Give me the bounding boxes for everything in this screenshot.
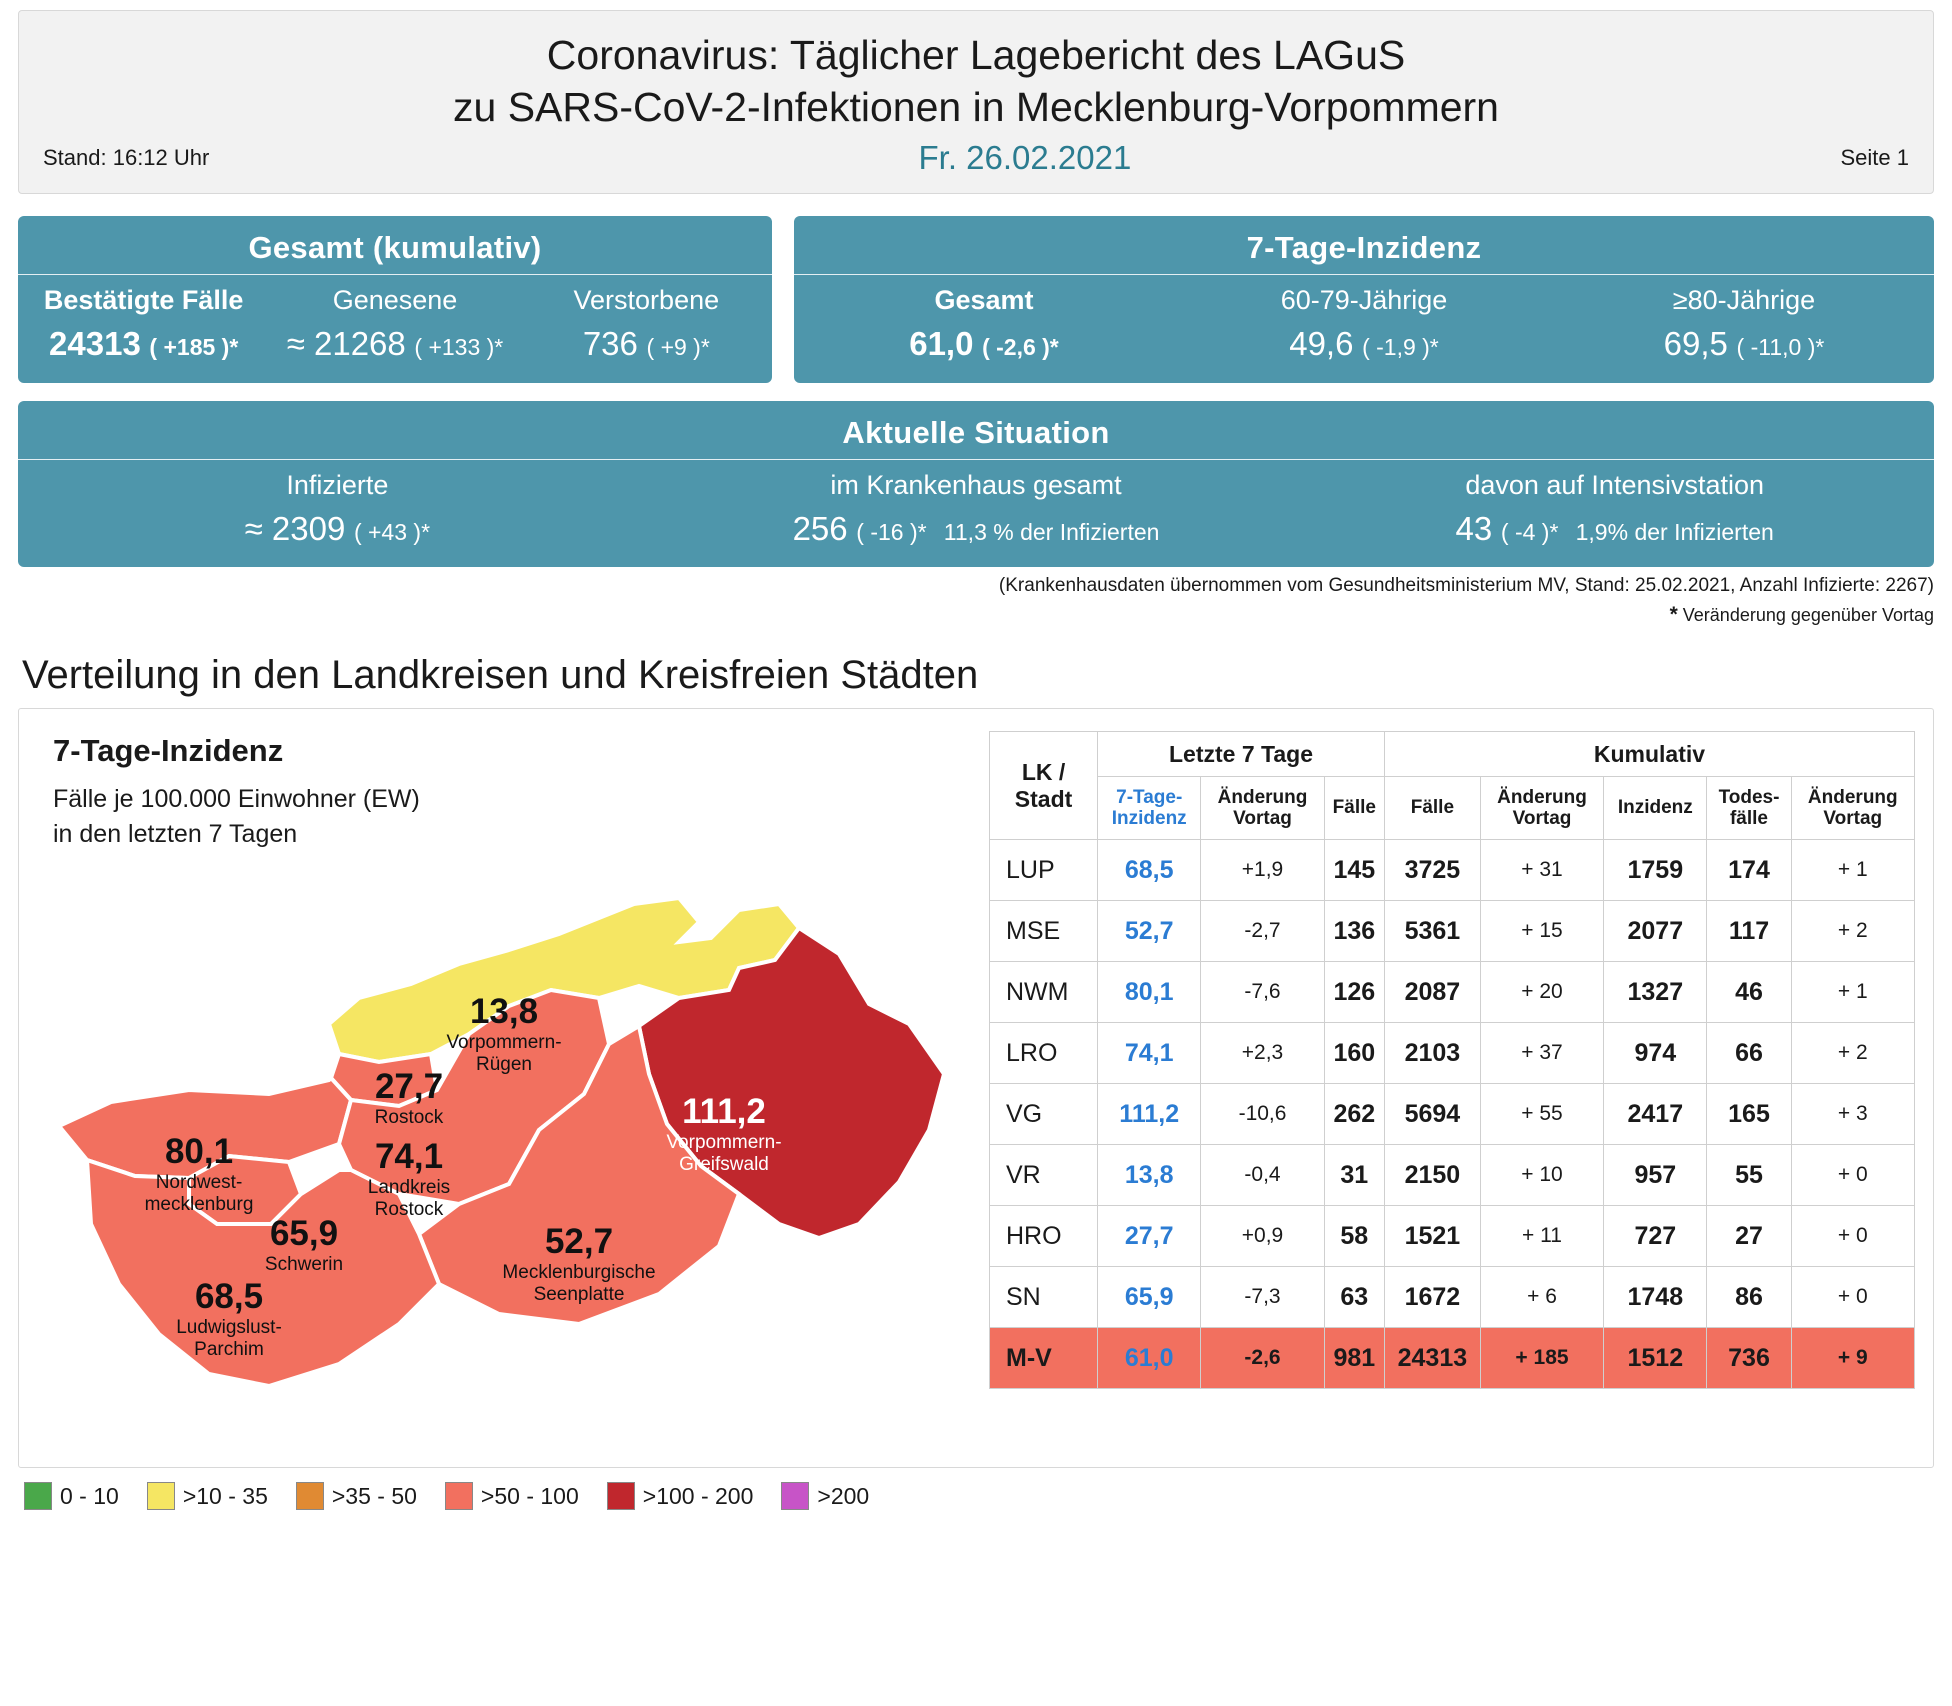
cell-aenderung-tote: + 0 — [1791, 1206, 1914, 1267]
gesamt-box-title: Gesamt (kumulativ) — [248, 230, 542, 266]
table-row — [990, 1206, 1915, 1267]
cell-aenderung-kum: + 185 — [1480, 1328, 1603, 1389]
cell-inzidenz-kum: 727 — [1604, 1206, 1707, 1267]
map-label-nordwestmecklenburg — [99, 1134, 299, 1215]
map-label-vorpommern-ruegen — [409, 994, 599, 1075]
cell-faelle-kum: 2150 — [1384, 1145, 1480, 1206]
cell-aenderung-7t: -2,7 — [1201, 901, 1324, 962]
inzidenz-80plus — [1554, 283, 1934, 367]
delta: ( -4 )* — [1500, 518, 1559, 545]
map-sub-1: Fälle je 100.000 Einwohner (EW) — [53, 785, 420, 814]
cell-faelle-7t: 31 — [1324, 1145, 1384, 1206]
cell-aenderung-tote: + 0 — [1791, 1145, 1914, 1206]
label: Genesene — [332, 285, 458, 316]
value: 24313 — [49, 325, 141, 363]
map-label-value: 65,9 — [269, 1214, 339, 1254]
value: ≈ 2309 — [244, 509, 346, 547]
cell-aenderung-tote: + 3 — [1791, 1084, 1914, 1145]
cell-aenderung-7t: -7,6 — [1201, 962, 1324, 1023]
delta: ( +9 )* — [646, 334, 710, 361]
title-line-2: zu SARS-CoV-2-Infektionen in Mecklenburg-Vorpommern — [453, 84, 1499, 131]
cell-inzidenz-kum: 1748 — [1604, 1267, 1707, 1328]
cell-todesfaelle: 86 — [1707, 1267, 1791, 1328]
cell-lk: SN — [990, 1267, 1098, 1328]
map-label-name: Vorpommern- Greifswald — [666, 1132, 782, 1175]
th-letzte-7-tage: Letzte 7 Tage — [1098, 732, 1385, 777]
cell-aenderung-7t: +2,3 — [1201, 1023, 1324, 1084]
map-label-value: 27,7 — [374, 1067, 444, 1107]
map-label-name: Vorpommern- Rügen — [446, 1032, 562, 1075]
cell-aenderung-kum: + 37 — [1480, 1023, 1603, 1084]
legend-swatch — [781, 1482, 809, 1510]
cell-todesfaelle: 165 — [1707, 1084, 1791, 1145]
cell-faelle-7t: 145 — [1324, 840, 1384, 901]
cell-faelle-kum: 24313 — [1384, 1328, 1480, 1389]
inzidenz-gesamt — [794, 283, 1174, 367]
hospital-data-note: (Krankenhausdaten übernommen vom Gesundheitsministerium MV, Stand: 25.02.2021, Anzahl Infizierte: 2267) — [998, 575, 1934, 597]
cell-inzidenz-7t: 111,2 — [1098, 1084, 1201, 1145]
cell-todesfaelle: 55 — [1707, 1145, 1791, 1206]
section-title: Verteilung in den Landkreisen und Kreisfreien Städten — [22, 653, 979, 698]
value: 69,5 — [1663, 325, 1728, 363]
map-label-value: 52,7 — [544, 1222, 614, 1262]
cell-lk: NWM — [990, 962, 1098, 1023]
map-label-landkreis-rostock — [324, 1139, 494, 1220]
cell-aenderung-7t: -0,4 — [1201, 1145, 1324, 1206]
value: 43 — [1455, 509, 1493, 547]
extra: 11,3 % der Infizierten — [943, 518, 1160, 545]
cell-inzidenz-7t: 13,8 — [1098, 1145, 1201, 1206]
cell-inzidenz-kum: 957 — [1604, 1145, 1707, 1206]
cell-faelle-kum: 5361 — [1384, 901, 1480, 962]
legend-item — [296, 1482, 417, 1510]
cell-aenderung-tote: + 2 — [1791, 901, 1914, 962]
cell-faelle-7t: 126 — [1324, 962, 1384, 1023]
title-line-1: Coronavirus: Täglicher Lagebericht des LAGuS — [546, 32, 1406, 78]
gesamt-verstorbene — [521, 283, 772, 367]
cell-aenderung-7t: +0,9 — [1201, 1206, 1324, 1267]
legend-item — [24, 1482, 119, 1510]
cell-lk: VR — [990, 1145, 1098, 1206]
page-number: Seite 1 — [1840, 145, 1909, 171]
page-title — [43, 29, 1909, 133]
report-header — [18, 10, 1934, 194]
table-row — [990, 1328, 1915, 1389]
value: 736 — [582, 325, 638, 363]
map-label-value: 68,5 — [194, 1277, 264, 1317]
situation-krankenhaus — [657, 468, 1296, 552]
cell-aenderung-tote: + 1 — [1791, 840, 1914, 901]
cell-lk: LUP — [990, 840, 1098, 901]
cell-aenderung-tote: + 9 — [1791, 1328, 1914, 1389]
map-label-schwerin — [219, 1216, 389, 1275]
cell-inzidenz-kum: 1512 — [1604, 1328, 1707, 1389]
divider — [794, 274, 1934, 275]
cell-lk: HRO — [990, 1206, 1098, 1267]
cell-todesfaelle: 117 — [1707, 901, 1791, 962]
cell-faelle-kum: 2103 — [1384, 1023, 1480, 1084]
divider — [18, 459, 1934, 460]
cell-aenderung-7t: -2,6 — [1201, 1328, 1324, 1389]
cell-lk: VG — [990, 1084, 1098, 1145]
cell-aenderung-tote: + 0 — [1791, 1267, 1914, 1328]
cell-aenderung-kum: + 55 — [1480, 1084, 1603, 1145]
label: Gesamt — [934, 285, 1034, 316]
cell-aenderung-7t: -10,6 — [1201, 1084, 1324, 1145]
cell-inzidenz-kum: 1759 — [1604, 840, 1707, 901]
table-row — [990, 840, 1915, 901]
map-label-mecklenburgische-seenplatte — [469, 1224, 689, 1305]
table-row — [990, 1084, 1915, 1145]
legend-label: >100 - 200 — [642, 1482, 754, 1509]
cell-lk: LRO — [990, 1023, 1098, 1084]
value: 49,6 — [1289, 325, 1354, 363]
th-faelle-kum: Fälle — [1384, 777, 1480, 840]
cell-inzidenz-7t: 52,7 — [1098, 901, 1201, 962]
value: ≈ 21268 — [286, 325, 406, 363]
map-label-value: 13,8 — [469, 992, 539, 1032]
table-row — [990, 1267, 1915, 1328]
map-heading: 7-Tage-Inzidenz — [53, 733, 284, 769]
legend-label: >10 - 35 — [182, 1482, 268, 1509]
cell-faelle-7t: 63 — [1324, 1267, 1384, 1328]
cell-lk: MSE — [990, 901, 1098, 962]
cell-faelle-kum: 1521 — [1384, 1206, 1480, 1267]
th-aenderung-vortag-2: Änderung Vortag — [1480, 777, 1603, 840]
timestamp: Stand: 16:12 Uhr — [43, 145, 210, 171]
cell-inzidenz-7t: 68,5 — [1098, 840, 1201, 901]
cell-faelle-7t: 981 — [1324, 1328, 1384, 1389]
cell-faelle-kum: 5694 — [1384, 1084, 1480, 1145]
cell-faelle-7t: 58 — [1324, 1206, 1384, 1267]
district-table — [989, 731, 1915, 1389]
cell-faelle-kum: 1672 — [1384, 1267, 1480, 1328]
report-date: Fr. 26.02.2021 — [918, 139, 1132, 177]
label: ≥80-Jährige — [1672, 285, 1816, 316]
map-label-rostock — [324, 1069, 494, 1128]
legend-item — [147, 1482, 268, 1510]
summary-boxes-row — [18, 216, 1934, 383]
cell-aenderung-tote: + 1 — [1791, 962, 1914, 1023]
th-faelle-7t: Fälle — [1324, 777, 1384, 840]
legend-swatch — [296, 1482, 324, 1510]
footnote-star: * — [1669, 603, 1678, 627]
cell-aenderung-7t: +1,9 — [1201, 840, 1324, 901]
th-todesfaelle: Todes- fälle — [1707, 777, 1791, 840]
cell-inzidenz-kum: 2077 — [1604, 901, 1707, 962]
legend-item — [781, 1482, 869, 1510]
cell-inzidenz-7t: 61,0 — [1098, 1328, 1201, 1389]
cell-inzidenz-7t: 65,9 — [1098, 1267, 1201, 1328]
delta: ( -2,6 )* — [982, 334, 1059, 361]
cell-aenderung-kum: + 15 — [1480, 901, 1603, 962]
legend-swatch — [24, 1482, 52, 1510]
table-row — [990, 962, 1915, 1023]
aktuelle-situation-box — [18, 401, 1934, 568]
table-subheader-row — [990, 777, 1915, 840]
legend-label: >200 — [817, 1482, 870, 1509]
label: im Krankenhaus gesamt — [830, 469, 1122, 500]
delta: ( -11,0 )* — [1736, 334, 1825, 361]
extra: 1,9% der Infizierten — [1575, 518, 1774, 545]
map-sub-2: in den letzten 7 Tagen — [53, 820, 298, 849]
map-label-value: 80,1 — [164, 1132, 234, 1172]
cell-inzidenz-7t: 80,1 — [1098, 962, 1201, 1023]
cell-todesfaelle: 46 — [1707, 962, 1791, 1023]
cell-aenderung-kum: + 10 — [1480, 1145, 1603, 1206]
cell-aenderung-kum: + 31 — [1480, 840, 1603, 901]
label: davon auf Intensivstation — [1465, 469, 1765, 500]
table-group-header-row — [990, 732, 1915, 777]
legend-label: >35 - 50 — [331, 1482, 417, 1509]
inzidenz-60-79 — [1174, 283, 1554, 367]
situation-intensiv — [1295, 468, 1934, 552]
legend-swatch — [445, 1482, 473, 1510]
cell-todesfaelle: 66 — [1707, 1023, 1791, 1084]
district-table-area — [979, 709, 1933, 1467]
map-label-ludwigslust-parchim — [134, 1279, 324, 1360]
situation-infizierte — [18, 468, 657, 552]
legend-item — [607, 1482, 754, 1510]
inzidenz-box-title: 7-Tage-Inzidenz — [1246, 230, 1482, 266]
situation-box-title: Aktuelle Situation — [842, 414, 1110, 450]
gesamt-box — [18, 216, 772, 383]
map-label-name: Ludwigslust- Parchim — [176, 1317, 282, 1360]
th-kumulativ: Kumulativ — [1384, 732, 1914, 777]
map-label-name: Mecklenburgische Seenplatte — [502, 1262, 656, 1305]
label: Infizierte — [286, 469, 389, 500]
label: Bestätigte Fälle — [43, 285, 244, 316]
cell-todesfaelle: 736 — [1707, 1328, 1791, 1389]
legend-item — [445, 1482, 579, 1510]
cell-todesfaelle: 27 — [1707, 1206, 1791, 1267]
cell-faelle-7t: 160 — [1324, 1023, 1384, 1084]
gesamt-bestaetigte — [18, 283, 269, 367]
delta: ( +185 )* — [149, 334, 239, 361]
label: Verstorbene — [573, 285, 720, 316]
legend-swatch — [607, 1482, 635, 1510]
map-label-name: Rostock — [374, 1107, 444, 1129]
cell-inzidenz-7t: 27,7 — [1098, 1206, 1201, 1267]
th-lk-stadt: LK / Stadt — [990, 732, 1098, 840]
cell-inzidenz-7t: 74,1 — [1098, 1023, 1201, 1084]
table-row — [990, 1023, 1915, 1084]
value: 61,0 — [909, 325, 974, 363]
delta: ( +133 )* — [414, 334, 504, 361]
distribution-panel — [18, 708, 1934, 1468]
inzidenz-box — [794, 216, 1934, 383]
map-label-name: Landkreis Rostock — [367, 1177, 451, 1220]
cell-lk: M-V — [990, 1328, 1098, 1389]
divider — [18, 274, 772, 275]
cell-inzidenz-kum: 2417 — [1604, 1084, 1707, 1145]
cell-faelle-7t: 262 — [1324, 1084, 1384, 1145]
table-row — [990, 901, 1915, 962]
legend-swatch — [147, 1482, 175, 1510]
mv-map — [39, 894, 979, 1414]
map-label-name: Nordwest- mecklenburg — [144, 1172, 254, 1215]
th-aenderung-vortag-1: Änderung Vortag — [1201, 777, 1324, 840]
cell-aenderung-kum: + 20 — [1480, 962, 1603, 1023]
cell-aenderung-7t: -7,3 — [1201, 1267, 1324, 1328]
cell-aenderung-kum: + 11 — [1480, 1206, 1603, 1267]
value: 256 — [792, 509, 848, 547]
map-label-vorpommern-greifswald — [624, 1094, 824, 1175]
cell-inzidenz-kum: 1327 — [1604, 962, 1707, 1023]
th-inzidenz-7t: 7-Tage- Inzidenz — [1098, 777, 1201, 840]
delta: ( +43 )* — [353, 518, 431, 545]
cell-todesfaelle: 174 — [1707, 840, 1791, 901]
footnote — [18, 603, 1934, 627]
cell-faelle-kum: 2087 — [1384, 962, 1480, 1023]
map-label-value: 74,1 — [374, 1137, 444, 1177]
cell-inzidenz-kum: 974 — [1604, 1023, 1707, 1084]
table-body — [990, 840, 1915, 1389]
map-label-value: 111,2 — [682, 1092, 766, 1132]
report-page — [0, 10, 1952, 1706]
footnote-text: Veränderung gegenüber Vortag — [1682, 605, 1934, 626]
legend-label: >50 - 100 — [480, 1482, 579, 1509]
map-label-name: Schwerin — [264, 1254, 344, 1276]
map-legend — [18, 1482, 1934, 1510]
gesamt-genesene — [269, 283, 520, 367]
th-aenderung-vortag-3: Änderung Vortag — [1791, 777, 1914, 840]
label: 60-79-Jährige — [1280, 285, 1448, 316]
delta: ( -16 )* — [856, 518, 927, 545]
cell-faelle-kum: 3725 — [1384, 840, 1480, 901]
legend-label: 0 - 10 — [60, 1482, 119, 1509]
table-row — [990, 1145, 1915, 1206]
cell-aenderung-tote: + 2 — [1791, 1023, 1914, 1084]
th-inzidenz-kum: Inzidenz — [1604, 777, 1707, 840]
delta: ( -1,9 )* — [1362, 334, 1439, 361]
cell-faelle-7t: 136 — [1324, 901, 1384, 962]
cell-aenderung-kum: + 6 — [1480, 1267, 1603, 1328]
map-area — [19, 709, 979, 1467]
